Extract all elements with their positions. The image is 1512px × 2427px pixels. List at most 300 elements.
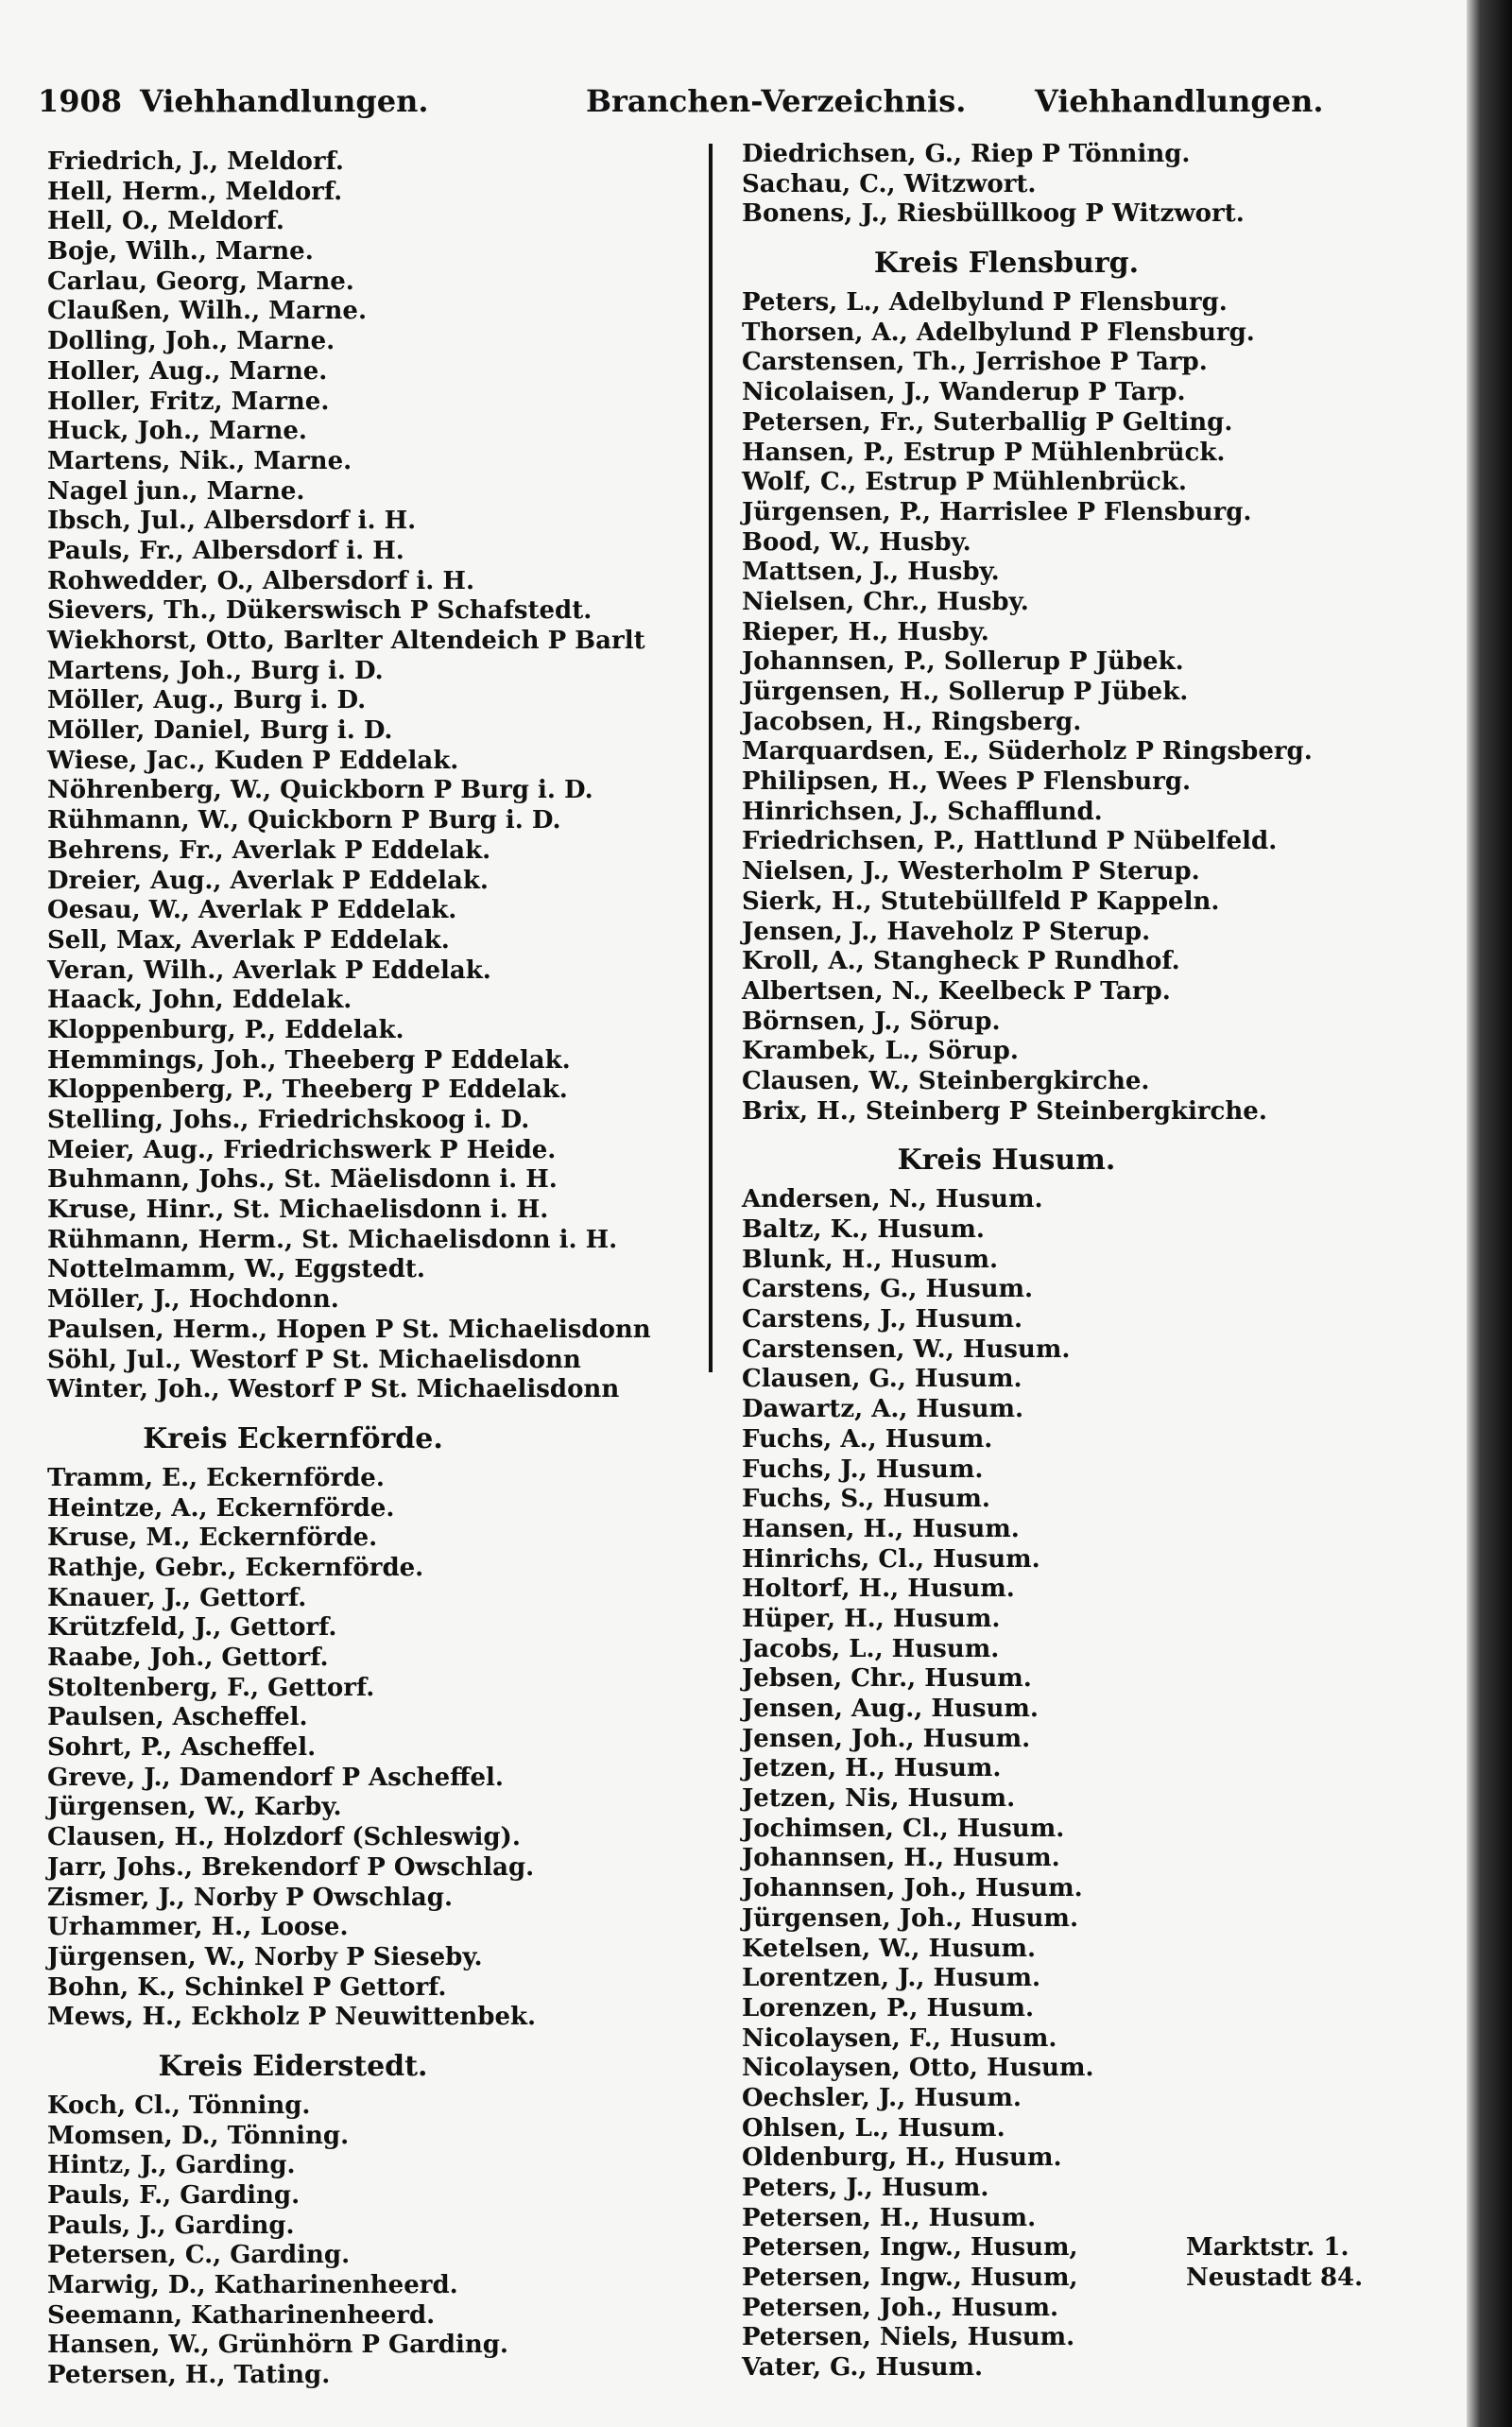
directory-entry [47,1346,709,1376]
directory-entry [47,1316,709,1346]
directory-entry [742,2294,1422,2324]
entry-text: Rühmann, Herm., St. Michaelisdonn i. H. [47,1225,618,1254]
directory-entry [47,1494,709,1524]
entry-text: Stelling, Johs., Friedrichskoog i. D. [47,1106,530,1134]
entry-text: Winter, Joh., Westorf P St. Michaelisdonn [47,1375,620,1404]
entry-text: Rohwedder, O., Albersdorf i. H. [47,566,475,595]
entry-text: Wiekhorst, Otto, Barlter Altendeich P Barlt [47,627,645,655]
directory-entry [47,1853,709,1884]
directory-entry [742,1365,1422,1395]
entry-text: Jürgensen, P., Harrislee P Flensburg. [742,497,1252,526]
directory-entry [742,887,1422,918]
entry-text: Mews, H., Eckholz P Neuwittenbek. [47,2003,537,2032]
directory-entry [742,2204,1422,2234]
directory-entry [47,926,709,956]
directory-entry [742,318,1422,349]
directory-entry [47,2091,709,2122]
entry-text: Jürgensen, Joh., Husum. [742,1903,1078,1933]
directory-entry [47,1913,709,1943]
directory-entry [742,1844,1422,1874]
directory-entry [47,686,709,716]
entry-text: Kruse, Hinr., St. Michaelisdonn i. H. [47,1196,549,1225]
entry-text: Petersen, Ingw., Husum, [742,2263,1078,2293]
entry-text: Momsen, D., Tönning. [47,2121,350,2150]
entry-text: Ohlsen, L., Husum. [742,2113,1005,2143]
directory-entry [742,2233,1422,2263]
directory-entry [47,447,709,477]
entry-text: Dawartz, A., Husum. [742,1395,1024,1424]
directory-entry [742,1215,1422,1246]
directory-entry [742,1635,1422,1665]
entry-text: Möller, J., Hochdonn. [47,1285,339,1315]
entry-text: Carstensen, Th., Jerrishoe P Tarp. [742,348,1208,377]
directory-entry [742,1874,1422,1904]
entry-text: Krützfeld, J., Gettorf. [47,1613,337,1643]
entry-text: Huck, Joh., Marne. [47,417,307,446]
directory-entry [47,417,709,447]
directory-entry [47,477,709,508]
directory-entry [47,956,709,987]
page-number: 1908 [38,83,123,119]
entry-text: Wiese, Jac., Kuden P Eddelak. [47,746,459,775]
directory-entry [742,558,1422,588]
entry-text: Clausen, G., Husum. [742,1365,1022,1394]
directory-entry [47,207,709,237]
directory-entry [742,1815,1422,1845]
entry-address: Marktstr. 1. [1186,2233,1349,2263]
entry-text: Holler, Aug., Marne. [47,356,328,386]
entry-text: Petersen, Joh., Husum. [742,2293,1059,2322]
entry-text: Philipsen, H., Wees P Flensburg. [742,767,1192,797]
entry-text: Sohrt, P., Ascheffel. [47,1733,317,1763]
directory-entry [742,2084,1422,2114]
entry-text: Bood, W., Husby. [742,527,971,557]
directory-entry [742,2263,1422,2294]
entry-text: Hinrichsen, J., Schafflund. [742,797,1103,826]
directory-entry [742,498,1422,528]
directory-entry [742,2114,1422,2144]
entry-text: Hansen, H., Husum. [742,1514,1020,1543]
entry-text: Rühmann, W., Quickborn P Burg i. D. [47,806,561,835]
directory-entry [47,1285,709,1316]
entry-text: Petersen, C., Garding. [47,2241,351,2270]
entry-text: Diedrichsen, G., Riep P Tönning. [742,140,1191,168]
directory-entry [742,1994,1422,2024]
entry-text: Sierk, H., Stutebüllfeld P Kappeln. [742,886,1220,916]
section-heading [742,1140,1271,1181]
entry-text: Sachau, C., Witzwort. [742,169,1037,198]
directory-entry [47,747,709,777]
entry-text: Clausen, W., Steinbergkirche. [742,1066,1150,1095]
directory-entry [742,1007,1422,1038]
directory-entry [742,1545,1422,1575]
entry-text: Kruse, M., Eckernförde. [47,1523,378,1553]
entry-text: Oldenburg, H., Husum. [742,2143,1062,2173]
entry-text: Friedrich, J., Meldorf. [47,147,344,176]
directory-entry [742,1037,1422,1067]
entry-text: Dreier, Aug., Averlak P Eddelak. [47,866,489,895]
directory-entry [742,199,1422,230]
directory-entry [47,806,709,836]
directory-entry [742,1485,1422,1515]
directory-entry [47,567,709,597]
directory-entry [47,1733,709,1764]
directory-entry [742,1425,1422,1455]
entry-text: Jensen, J., Haveholz P Sterup. [742,917,1151,946]
directory-entry [47,1554,709,1584]
section-heading-text: Kreis Eiderstedt. [158,2049,428,2083]
entry-text: Nicolaysen, F., Husum. [742,2023,1057,2053]
directory-entry [742,1964,1422,1994]
entry-text: Nottelmamm, W., Eggstedt. [47,1255,425,1284]
entry-text: Hüper, H., Husum. [742,1604,1001,1633]
directory-entry [47,2241,709,2271]
entry-text: Petersen, Fr., Suterballig P Gelting. [742,407,1233,437]
directory-entry [742,977,1422,1007]
directory-entry [742,767,1422,798]
directory-entry [47,2361,709,2391]
entry-text: Peters, L., Adelbylund P Flensburg. [742,288,1228,318]
directory-entry [47,627,709,657]
directory-entry [742,1455,1422,1486]
entry-text: Fuchs, A., Husum. [742,1424,993,1454]
entry-text: Johannsen, H., Husum. [742,1844,1060,1873]
entry-text: Jochimsen, Cl., Husum. [742,1814,1065,1843]
entry-address: Neustadt 84. [1186,2263,1364,2293]
directory-entry [47,178,709,208]
entry-text: Koch, Cl., Tönning. [47,2091,311,2120]
entry-text: Martens, Nik., Marne. [47,446,352,475]
entry-text: Albertsen, N., Keelbeck P Tarp. [742,976,1171,1006]
entry-text: Boje, Wilh., Marne. [47,237,314,267]
entry-text: Veran, Wilh., Averlak P Eddelak. [47,955,491,985]
directory-entry [47,267,709,298]
directory-entry [47,1523,709,1554]
section-heading [47,2046,539,2088]
entry-text: Söhl, Jul., Westorf P St. Michaelisdonn [47,1345,581,1374]
entry-text: Marquardsen, E., Süderholz P Ringsberg. [742,737,1313,766]
directory-entry [47,2271,709,2301]
entry-text: Börnsen, J., Sörup. [742,1007,1001,1036]
entry-text: Friedrichsen, P., Hattlund P Nübelfeld. [742,827,1278,856]
header-left-title: Viehhandlungen. [140,83,429,119]
directory-entry [47,1943,709,1973]
entry-text: Paulsen, Ascheffel. [47,1703,308,1732]
directory-entry [742,918,1422,948]
entry-text: Kroll, A., Stangheck P Rundhof. [742,947,1180,976]
entry-text: Baltz, K., Husum. [742,1215,985,1244]
entry-text: Jürgensen, W., Karby. [47,1793,342,1822]
directory-entry [47,2331,709,2361]
directory-entry [47,1823,709,1853]
entry-text: Möller, Daniel, Burg i. D. [47,716,393,746]
entry-text: Holler, Fritz, Marne. [47,387,330,416]
entry-text: Mattsen, J., Husby. [742,558,1000,587]
entry-text: Stoltenberg, F., Gettorf. [47,1673,375,1702]
entry-text: Nagel jun., Marne. [47,476,305,506]
entry-text: Johannsen, P., Sollerup P Jübek. [742,647,1184,677]
entry-text: Carstensen, W., Husum. [742,1334,1071,1364]
directory-entry [742,170,1422,200]
directory-entry [47,1764,709,1794]
directory-entry [742,1784,1422,1815]
directory-entry [742,1935,1422,1965]
entry-text: Paulsen, Herm., Hopen P St. Michaelisdonn [47,1315,651,1344]
entry-text: Thorsen, A., Adelbylund P Flensburg. [742,318,1255,347]
section-heading-text: Kreis Eckernförde. [143,1421,443,1455]
entry-text: Jensen, Joh., Husum. [742,1724,1031,1753]
directory-entry [47,507,709,537]
entry-text: Vater, G., Husum. [742,2353,984,2383]
entry-text: Clausen, H., Holzdorf (Schleswig). [47,1823,521,1852]
entry-text: Hinrichs, Cl., Husum. [742,1544,1040,1574]
directory-entry [742,2054,1422,2084]
directory-entry [47,147,709,178]
entry-text: Carlau, Georg, Marne. [47,267,354,296]
entry-text: Fuchs, J., Husum. [742,1454,984,1484]
entry-text: Hell, Herm., Meldorf. [47,177,343,206]
directory-entry [742,1664,1422,1695]
directory-entry [742,348,1422,378]
directory-entry [47,537,709,567]
entry-text: Lorenzen, P., Husum. [742,1993,1035,2022]
directory-entry [742,798,1422,828]
directory-entry [742,439,1422,469]
entry-text: Jacobsen, H., Ringsberg. [742,707,1082,736]
entry-text: Ketelsen, W., Husum. [742,1934,1037,1963]
directory-entry [47,1255,709,1285]
directory-entry [47,896,709,926]
entry-text: Nicolaisen, J., Wanderup P Tarp. [742,378,1186,407]
scan-edge [1467,0,1512,2427]
entry-text: Hintz, J., Garding. [47,2151,296,2180]
directory-entry [47,1973,709,2004]
directory-entry [47,1464,709,1494]
directory-entry [742,288,1422,318]
entry-text: Johannsen, Joh., Husum. [742,1874,1083,1903]
entry-text: Jacobs, L., Husum. [742,1634,1000,1663]
entry-text: Petersen, Ingw., Husum, [742,2233,1078,2263]
entry-text: Greve, J., Damendorf P Ascheffel. [47,1763,504,1792]
directory-entry [742,468,1422,498]
entry-text: Brix, H., Steinberg P Steinbergkirche. [742,1096,1267,1126]
directory-entry [742,1275,1422,1305]
entry-text: Jetzen, Nis, Husum. [742,1784,1016,1814]
directory-entry [742,1335,1422,1366]
directory-entry [742,1246,1422,1276]
entry-text: Jetzen, H., Husum. [742,1754,1002,1783]
directory-entry [47,1226,709,1256]
directory-entry [742,857,1422,887]
entry-text: Tramm, E., Eckernförde. [47,1463,385,1492]
entry-text: Hell, O., Meldorf. [47,207,284,236]
directory-entry [742,827,1422,857]
directory-entry [742,947,1422,977]
section-heading-text: Kreis Husum. [897,1144,1116,1178]
directory-entry [47,1793,709,1823]
entry-text: Jensen, Aug., Husum. [742,1695,1039,1723]
directory-entry [47,2181,709,2212]
directory-entry [47,1016,709,1046]
entry-text: Krambek, L., Sörup. [742,1037,1019,1066]
header-center-title: Branchen-Verzeichnis. [586,83,967,119]
entry-text: Marwig, D., Katharinenheerd. [47,2271,458,2300]
entry-text: Seemann, Katharinenheerd. [47,2300,436,2330]
directory-entry [47,986,709,1016]
entry-text: Raabe, Joh., Gettorf. [47,1644,329,1672]
directory-entry [47,1196,709,1226]
directory-entry [742,2174,1422,2204]
directory-entry [47,1165,709,1196]
directory-entry [742,2323,1422,2353]
directory-entry [742,140,1422,170]
directory-entry [47,2212,709,2242]
directory-entry [742,647,1422,678]
entry-text: Carstens, G., Husum. [742,1275,1034,1304]
directory-entry [742,1097,1422,1127]
directory-entry [47,1584,709,1614]
entry-text: Dolling, Joh., Marne. [47,327,335,356]
directory-entry [47,2122,709,2152]
directory-entry [742,1395,1422,1425]
directory-entry [47,1703,709,1733]
entry-text: Knauer, J., Gettorf. [47,1583,307,1612]
directory-entry [742,1754,1422,1784]
directory-entry [742,737,1422,767]
entry-text: Meier, Aug., Friedrichswerk P Heide. [47,1135,557,1164]
directory-entry [47,1613,709,1644]
directory-entry [47,357,709,387]
entry-text: Martens, Joh., Burg i. D. [47,656,384,685]
directory-entry [742,1515,1422,1545]
directory-entry [47,2151,709,2181]
entry-text: Hansen, W., Grünhörn P Garding. [47,2331,508,2360]
directory-entry [742,1725,1422,1755]
directory-entry [742,378,1422,408]
entry-text: Jürgensen, W., Norby P Sieseby. [47,1942,483,1971]
directory-entry [742,1067,1422,1097]
entry-text: Nicolaysen, Otto, Husum. [742,2054,1094,2083]
entry-text: Peters, J., Husum. [742,2174,989,2202]
directory-entry [742,528,1422,559]
entry-text: Carstens, J., Husum. [742,1305,1023,1334]
directory-entry [47,1674,709,1704]
entry-text: Petersen, H., Husum. [742,2203,1037,2232]
directory-entry [742,2143,1422,2174]
directory-entry [47,2301,709,2332]
column-divider [709,144,713,1372]
directory-entry [47,237,709,267]
directory-entry [47,1106,709,1136]
header-right-title: Viehhandlungen. [1035,83,1324,119]
directory-entry [47,867,709,897]
directory-entry [47,2003,709,2033]
entry-text: Jebsen, Chr., Husum. [742,1664,1032,1694]
entry-text: Andersen, N., Husum. [742,1185,1043,1214]
entry-text: Jürgensen, H., Sollerup P Jübek. [742,678,1189,706]
entry-text: Nielsen, J., Westerholm P Sterup. [742,857,1200,886]
entry-text: Lorentzen, J., Husum. [742,1964,1041,1993]
entry-text: Buhmann, Johs., St. Mäelisdonn i. H. [47,1165,558,1195]
directory-entry [742,1695,1422,1725]
directory-entry [742,1904,1422,1935]
entry-text: Urhammer, H., Loose. [47,1913,349,1942]
directory-entry [47,836,709,867]
section-heading [742,243,1271,284]
entry-text: Hemmings, Joh., Theeberg P Eddelak. [47,1045,571,1075]
entry-text: Rieper, H., Husby. [742,617,989,646]
left-column [47,147,709,2391]
directory-entry [47,776,709,806]
directory-entry [742,588,1422,618]
entry-text: Pauls, J., Garding. [47,2211,295,2240]
entry-text: Möller, Aug., Burg i. D. [47,686,367,715]
entry-text: Petersen, H., Tating. [47,2361,331,2390]
entry-text: Fuchs, S., Husum. [742,1485,990,1514]
directory-entry [742,408,1422,439]
entry-text: Ibsch, Jul., Albersdorf i. H. [47,507,417,536]
directory-entry [742,618,1422,648]
entry-text: Holtorf, H., Husum. [742,1575,1015,1604]
directory-entry [742,2024,1422,2055]
directory-entry [742,708,1422,738]
entry-text: Sievers, Th., Dükerswisch P Schafstedt. [47,596,593,626]
directory-entry [742,678,1422,708]
entry-text: Kloppenberg, P., Theeberg P Eddelak. [47,1076,568,1105]
page-header [38,77,1324,125]
entry-text: Bonens, J., Riesbüllkoog P Witzwort. [742,199,1245,229]
directory-entry [47,716,709,747]
directory-entry [47,596,709,627]
section-heading [47,1419,539,1460]
entry-text: Bohn, K., Schinkel P Gettorf. [47,1972,447,2002]
entry-text: Rathje, Gebr., Eckernförde. [47,1553,424,1582]
entry-text: Oechsler, J., Husum. [742,2083,1022,2112]
entry-text: Blunk, H., Husum. [742,1245,999,1274]
directory-entry [742,1605,1422,1635]
entry-text: Nielsen, Chr., Husby. [742,587,1029,616]
right-column [742,140,1422,2384]
entry-text: Kloppenburg, P., Eddelak. [47,1015,404,1044]
directory-entry [47,1884,709,1914]
entry-text: Heintze, A., Eckernförde. [47,1493,395,1523]
directory-entry [47,1644,709,1674]
entry-text: Oesau, W., Averlak P Eddelak. [47,896,457,925]
directory-entry [47,1076,709,1106]
entry-text: Wolf, C., Estrup P Mühlenbrück. [742,468,1187,497]
directory-entry [47,327,709,357]
directory-entry [47,1136,709,1166]
entry-text: Petersen, Niels, Husum. [742,2323,1075,2352]
directory-entry [47,387,709,418]
entry-text: Nöhrenberg, W., Quickborn P Burg i. D. [47,776,593,805]
entry-text: Pauls, Fr., Albersdorf i. H. [47,536,404,565]
directory-entry [47,297,709,327]
entry-text: Claußen, Wilh., Marne. [47,297,367,326]
directory-entry [47,657,709,687]
entry-text: Sell, Max, Averlak P Eddelak. [47,925,450,955]
entry-text: Jarr, Johs., Brekendorf P Owschlag. [47,1852,535,1882]
section-heading-text: Kreis Flensburg. [873,247,1140,281]
directory-entry [47,1046,709,1076]
entry-text: Zismer, J., Norby P Owschlag. [47,1883,453,1912]
directory-entry [47,1375,709,1405]
entry-text: Haack, John, Eddelak. [47,986,352,1015]
directory-entry [742,2353,1422,2384]
directory-entry [742,1185,1422,1215]
entry-text: Behrens, Fr., Averlak P Eddelak. [47,835,491,865]
entry-text: Hansen, P., Estrup P Mühlenbrück. [742,438,1226,467]
